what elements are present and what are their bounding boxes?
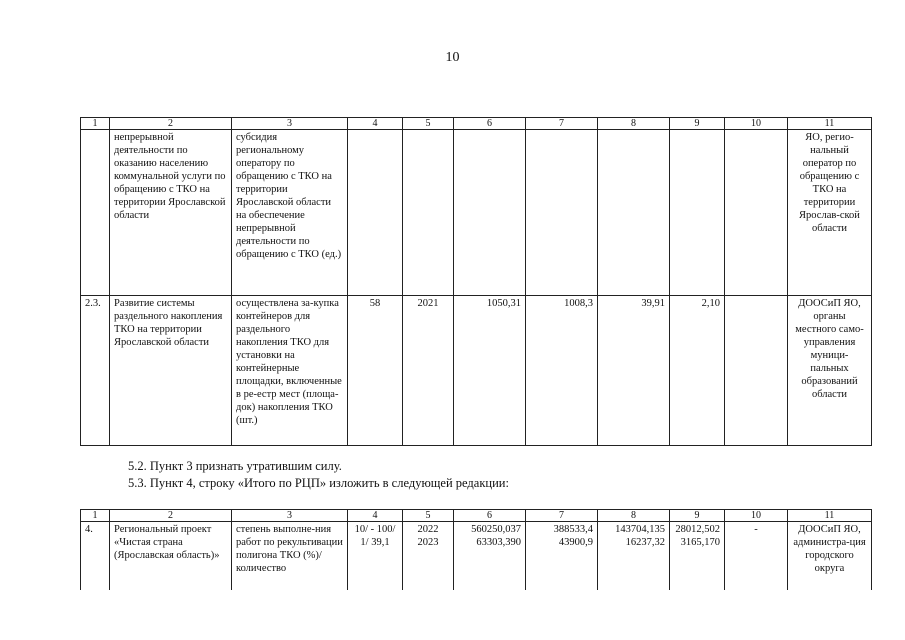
cell-number [81,130,110,296]
cell-result: осуществлена за-купка контейнеров для раздельного накопления ТКО для установки на контейнерные площадки, включенные в ре-естр мест (площа-док) накопления ТКО (шт.) [232,296,348,446]
col-header: 5 [403,510,454,522]
col-header: 7 [526,118,598,130]
col-header: 2 [110,510,232,522]
col-header: 10 [725,510,788,522]
col-header: 11 [788,510,872,522]
cell-result: степень выполне-ния работ по рекультивации полигона ТКО (%)/ количество [232,522,348,590]
cell-amount: 143704,135 16237,32 [598,522,670,590]
cell-year: 2021 [403,296,454,446]
cell-amount: 1008,3 [526,296,598,446]
cell-amount [454,130,526,296]
cell-amount: 560250,037 63303,390 [454,522,526,590]
col-header: 10 [725,118,788,130]
column-number-row [81,510,872,522]
col-header: 11 [788,118,872,130]
col-header: 3 [232,510,348,522]
cell-year: 2022 2023 [403,522,454,590]
col-header: 3 [232,118,348,130]
col-header: 2 [110,118,232,130]
cell-amount [598,130,670,296]
program-table-bottom [80,509,872,590]
program-table-top [80,117,872,446]
cell-executor: ЯО, регио-нальный оператор по обращению с ТКО на территории Ярослав-ской области [788,130,872,296]
col-header: 1 [81,118,110,130]
cell-value: 58 [348,296,403,446]
col-header: 9 [670,118,725,130]
col-header: 5 [403,118,454,130]
page-number: 10 [445,50,460,65]
cell-year [403,130,454,296]
cell-measure: Региональный проект «Чистая страна (Ярославская область)» [110,522,232,590]
cell-result: субсидия региональному оператору по обращению с ТКО на территории Ярославской области на обеспечение непрерывной деятельности по обращению с ТКО (ед.) [232,130,348,296]
col-header: 8 [598,510,670,522]
cell-measure: Развитие системы раздельного накопления ТКО на территории Ярославской области [110,296,232,446]
table-row [81,296,872,446]
col-header: 4 [348,510,403,522]
col-header: 4 [348,118,403,130]
cell-amount: 388533,4 43900,9 [526,522,598,590]
col-header: 1 [81,510,110,522]
cell-amount [725,130,788,296]
paragraph-5-3: 5.3. Пункт 4, строку «Итого по РЦП» изложить в следующей редакции: [128,476,509,490]
cell-amount: - [725,522,788,590]
cell-amount [725,296,788,446]
cell-amount: 2,10 [670,296,725,446]
cell-amount: 1050,31 [454,296,526,446]
cell-number: 4. [81,522,110,590]
cell-amount: 28012,502 3165,170 [670,522,725,590]
cell-amount: 39,91 [598,296,670,446]
col-header: 8 [598,118,670,130]
table-row [81,130,872,296]
cell-amount [670,130,725,296]
cell-amount [526,130,598,296]
col-header: 6 [454,118,526,130]
cell-executor: ДООСиП ЯО, органы местного само-управления муници-пальных образований области [788,296,872,446]
paragraph-5-2: 5.2. Пункт 3 признать утратившим силу. [128,459,342,473]
cell-number: 2.3. [81,296,110,446]
cell-executor: ДООСиП ЯО, администра-ция городского округа [788,522,872,590]
cell-measure: непрерывной деятельности по оказанию населению коммунальной услуги по обращению с ТКО на территории Ярославской области [110,130,232,296]
col-header: 9 [670,510,725,522]
column-number-row [81,118,872,130]
cell-value: 10/ - 100/ 1/ 39,1 [348,522,403,590]
col-header: 7 [526,510,598,522]
table-row [81,522,872,590]
cell-value [348,130,403,296]
col-header: 6 [454,510,526,522]
